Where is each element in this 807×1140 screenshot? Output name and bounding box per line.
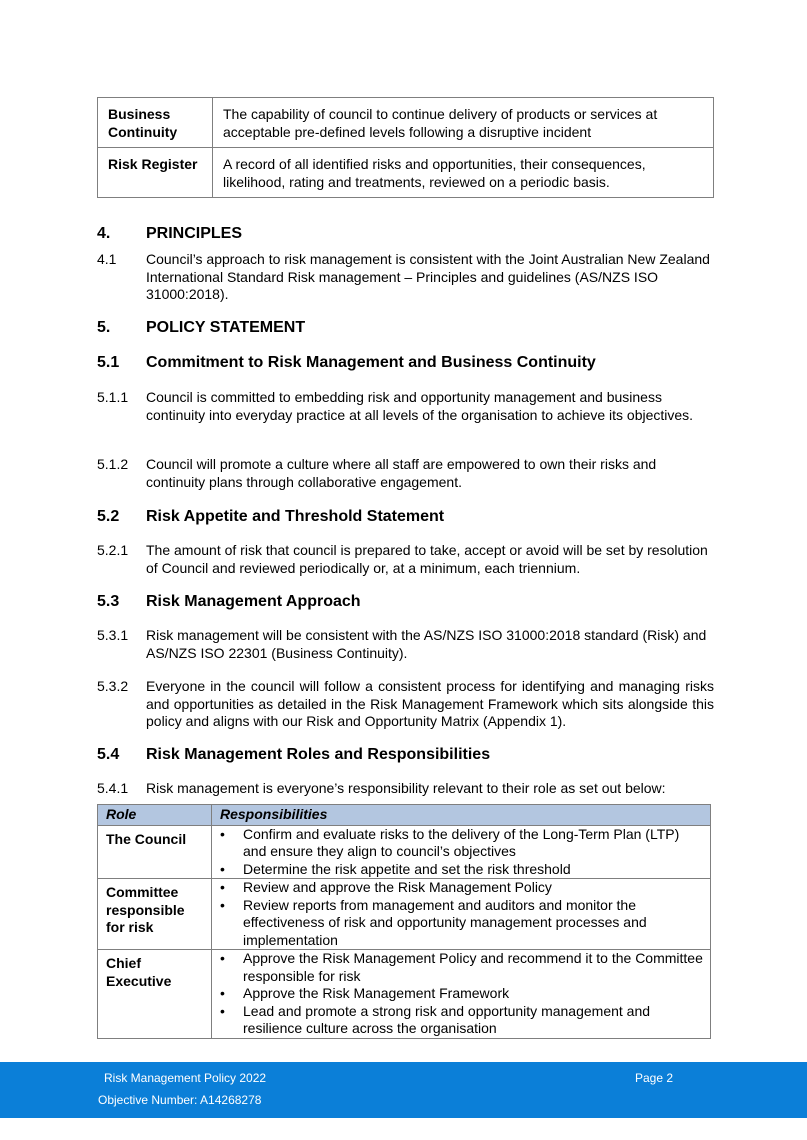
paragraph-text: Risk management is everyone’s responsibility relevant to their role as set out below: xyxy=(146,780,666,796)
list-item: • Approve the Risk Management Framework xyxy=(212,985,704,1003)
page-footer xyxy=(0,1062,807,1118)
responsibilities-list xyxy=(212,950,704,1038)
paragraph xyxy=(97,780,714,798)
paragraph xyxy=(97,251,714,304)
paragraph-text: Council will promote a culture where all staff are empowered to own their risks and continuity plans through collaborative engagement. xyxy=(146,456,657,490)
paragraph-number: 5.3.2 xyxy=(97,678,129,694)
role-name: Chief Executive xyxy=(98,950,212,1039)
paragraph-number: 5.3.1 xyxy=(97,627,129,643)
paragraph-text: Council’s approach to risk management is consistent with the Joint Australian New Zealand International Standard Risk management – Principles and guidelines (AS/NZS ISO 31000:2018). xyxy=(146,251,710,302)
table-row xyxy=(98,148,714,198)
responsibilities-cell xyxy=(212,950,711,1039)
paragraph-text: The amount of risk that council is prepared to take, accept or avoid will be set by resolution of Council and reviewed periodically or, at a minimum, each triennium. xyxy=(146,542,708,576)
table-row xyxy=(98,950,711,1039)
role-name: The Council xyxy=(98,825,212,879)
roles-table xyxy=(97,804,711,1039)
column-header-responsibilities: Responsibilities xyxy=(212,805,711,826)
list-item: • Review and approve the Risk Management Policy xyxy=(212,879,704,897)
paragraph-number: 5.1.1 xyxy=(97,389,129,405)
list-item: • Review reports from management and auditors and monitor the effectiveness of risk and opportunity management processes and implementation xyxy=(212,897,704,950)
responsibilities-list xyxy=(212,879,704,949)
paragraph-number: 5.2.1 xyxy=(97,542,129,558)
definition-term: Risk Register xyxy=(98,148,213,198)
paragraph-number: 5.1.2 xyxy=(97,456,129,472)
subsection-number: 5.2 xyxy=(97,508,120,525)
section-title: POLICY STATEMENT xyxy=(146,319,306,336)
section-number: 4. xyxy=(97,225,111,242)
subsection-number: 5.1 xyxy=(97,354,120,371)
definition-term: Business Continuity xyxy=(98,98,213,148)
paragraph xyxy=(97,627,714,662)
footer-page-number: Page 2 xyxy=(635,1071,674,1085)
subsection-title: Commitment to Risk Management and Business Continuity xyxy=(146,354,596,371)
section-title: PRINCIPLES xyxy=(146,225,243,242)
subsection-title: Risk Management Approach xyxy=(146,593,361,610)
responsibilities-cell xyxy=(212,879,711,950)
table-row xyxy=(98,98,714,148)
paragraph xyxy=(97,456,714,491)
list-item: • Confirm and evaluate risks to the delivery of the Long-Term Plan (LTP) and ensure they align to council’s objectives xyxy=(212,826,704,861)
paragraph-text: Risk management will be consistent with the AS/NZS ISO 31000:2018 standard (Risk) and AS/NZS ISO 22301 (Business Continuity). xyxy=(146,627,707,661)
subsection-number: 5.4 xyxy=(97,746,120,763)
paragraph xyxy=(97,678,714,731)
paragraph-text: Council is committed to embedding risk and opportunity management and business continuity into everyday practice at all levels of the organisation to achieve its objectives. xyxy=(146,389,694,423)
paragraph-number: 5.4.1 xyxy=(97,780,129,796)
list-item: • Determine the risk appetite and set the risk threshold xyxy=(212,861,704,879)
table-row xyxy=(98,825,711,879)
column-header-role: Role xyxy=(98,805,212,826)
role-name: Committee responsible for risk xyxy=(98,879,212,950)
footer-policy-title: Risk Management Policy 2022 xyxy=(104,1071,267,1085)
subsection-title: Risk Appetite and Threshold Statement xyxy=(146,508,445,525)
definition-text: The capability of council to continue delivery of products or services at acceptable pre-defined levels following a disruptive incident xyxy=(213,98,714,148)
section-number: 5. xyxy=(97,319,111,336)
paragraph-number: 4.1 xyxy=(97,251,117,267)
subsection-number: 5.3 xyxy=(97,593,120,610)
list-item: • Lead and promote a strong risk and opportunity management and resilience culture across the organisation xyxy=(212,1003,704,1038)
paragraph xyxy=(97,389,714,424)
responsibilities-list xyxy=(212,826,704,879)
responsibilities-cell xyxy=(212,825,711,879)
footer-objective-number: Objective Number: A14268278 xyxy=(98,1093,262,1107)
list-item: • Approve the Risk Management Policy and recommend it to the Committee responsible for risk xyxy=(212,950,704,985)
paragraph-text: Everyone in the council will follow a consistent process for identifying and managing risks and opportunities as detailed in the Risk Management Framework which sits alongside this policy and aligns with our Risk and Opportunity Matrix (Appendix 1). xyxy=(146,678,714,729)
paragraph xyxy=(97,542,714,577)
definitions-table xyxy=(97,97,714,198)
table-header-row xyxy=(98,805,711,826)
table-row xyxy=(98,879,711,950)
definition-text: A record of all identified risks and opportunities, their consequences, likelihood, rating and treatments, reviewed on a periodic basis. xyxy=(213,148,714,198)
subsection-title: Risk Management Roles and Responsibilities xyxy=(146,746,491,763)
